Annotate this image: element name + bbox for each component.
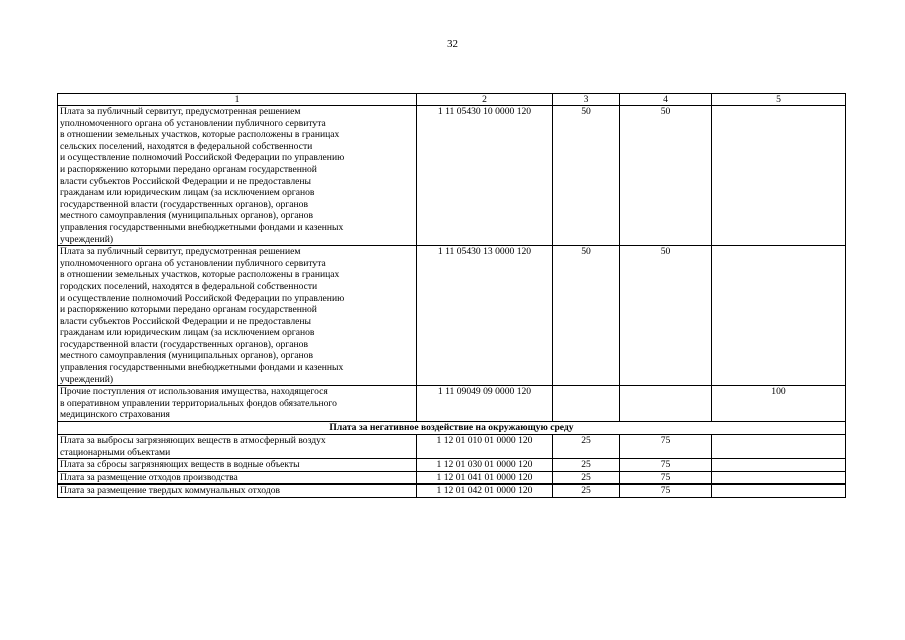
- description-line: в отношении земельных участков, которые расположены в границах: [60, 269, 340, 281]
- section-heading-row: [58, 422, 846, 435]
- budget-classification-code: 1 12 01 010 01 0000 120: [417, 435, 553, 459]
- table-row: [58, 471, 846, 484]
- description-line: стационарными объектами: [60, 446, 171, 458]
- value-col-4: 75: [620, 435, 712, 459]
- table-row: [58, 459, 846, 472]
- revenue-description: [58, 106, 417, 246]
- description-line: уполномоченного органа об установлении публичного сервитута: [60, 117, 326, 129]
- description-line: учреждений): [60, 233, 114, 245]
- value-col-4: [620, 386, 712, 422]
- value-col-3: 25: [553, 484, 620, 497]
- budget-classification-code: 1 11 05430 10 0000 120: [417, 106, 553, 246]
- value-col-5: [712, 435, 846, 459]
- description-line: власти субъектов Российской Федерации и не предоставлены: [60, 315, 311, 327]
- description-line: учреждений): [60, 373, 114, 385]
- header-col-3: 3: [553, 94, 620, 106]
- value-col-5: [712, 459, 846, 472]
- header-col-4: 4: [620, 94, 712, 106]
- value-col-4: 75: [620, 471, 712, 484]
- description-line: сельских поселений, находятся в федеральной собственности: [60, 140, 313, 152]
- revenue-description: [58, 459, 417, 472]
- description-line: в отношении земельных участков, которые расположены в границах: [60, 129, 340, 141]
- value-col-3: 25: [553, 471, 620, 484]
- table-row: [58, 106, 846, 246]
- description-line: медицинского страхования: [60, 409, 170, 421]
- header-col-5: 5: [712, 94, 846, 106]
- value-col-4: 50: [620, 246, 712, 386]
- description-line: Прочие поступления от использования имущества, находящегося: [60, 386, 328, 398]
- budget-classification-code: 1 11 05430 13 0000 120: [417, 246, 553, 386]
- description-line: управления государственными внебюджетными фондами и казенных: [60, 362, 344, 374]
- description-line: местного самоуправления (муниципальных органов), органов: [60, 350, 313, 362]
- description-line: городских поселений, находятся в федеральной собственности: [60, 280, 318, 292]
- value-col-3: 25: [553, 459, 620, 472]
- budget-classification-code: 1 11 09049 09 0000 120: [417, 386, 553, 422]
- value-col-4: 50: [620, 106, 712, 246]
- value-col-3: 25: [553, 435, 620, 459]
- description-line: государственной власти (государственных органов), органов: [60, 198, 308, 210]
- revenue-description: [58, 386, 417, 422]
- description-line: Плата за сбросы загрязняющих веществ в водные объекты: [60, 459, 300, 471]
- revenue-description: [58, 484, 417, 497]
- value-col-5: [712, 106, 846, 246]
- page-number: 32: [447, 38, 458, 50]
- revenue-description: [58, 471, 417, 484]
- value-col-3: 50: [553, 246, 620, 386]
- value-col-4: 75: [620, 459, 712, 472]
- table-row: [58, 484, 846, 497]
- revenue-description: [58, 435, 417, 459]
- description-line: и распоряжению которыми передано органам государственной: [60, 163, 317, 175]
- description-line: и распоряжению которыми передано органам государственной: [60, 304, 317, 316]
- description-line: власти субъектов Российской Федерации и не предоставлены: [60, 175, 311, 187]
- table-row: [58, 386, 846, 422]
- description-line: Плата за размещение отходов производства: [60, 471, 238, 483]
- description-line: Плата за размещение твердых коммунальных отходов: [60, 485, 281, 497]
- table-row: [58, 246, 846, 386]
- description-line: гражданам или юридическим лицам (за исключением органов: [60, 327, 315, 339]
- header-col-2: 2: [417, 94, 553, 106]
- header-col-1: 1: [58, 94, 417, 106]
- description-line: уполномоченного органа об установлении публичного сервитута: [60, 257, 326, 269]
- value-col-3: 50: [553, 106, 620, 246]
- budget-classification-code: 1 12 01 041 01 0000 120: [417, 471, 553, 484]
- revenue-description: [58, 246, 417, 386]
- table-header-row: [58, 94, 846, 106]
- description-line: государственной власти (государственных органов), органов: [60, 338, 308, 350]
- description-line: в оперативном управлении территориальных фондов обязательного: [60, 397, 337, 409]
- section-heading: Плата за негативное воздействие на окружающую среду: [58, 422, 846, 435]
- value-col-5: [712, 246, 846, 386]
- revenue-distribution-table: [57, 93, 846, 498]
- value-col-4: 75: [620, 484, 712, 497]
- description-line: Плата за публичный сервитут, предусмотренная решением: [60, 106, 301, 117]
- value-col-5: [712, 471, 846, 484]
- description-line: гражданам или юридическим лицам (за исключением органов: [60, 187, 315, 199]
- value-col-5: [712, 484, 846, 497]
- value-col-3: [553, 386, 620, 422]
- budget-classification-code: 1 12 01 042 01 0000 120: [417, 484, 553, 497]
- budget-classification-code: 1 12 01 030 01 0000 120: [417, 459, 553, 472]
- description-line: и осуществление полномочий Российской Федерации по управлению: [60, 292, 345, 304]
- description-line: Плата за выбросы загрязняющих веществ в атмосферный воздух: [60, 435, 326, 447]
- table-row: [58, 435, 846, 459]
- value-col-5: 100: [712, 386, 846, 422]
- description-line: местного самоуправления (муниципальных органов), органов: [60, 210, 313, 222]
- description-line: управления государственными внебюджетными фондами и казенных: [60, 221, 344, 233]
- description-line: и осуществление полномочий Российской Федерации по управлению: [60, 152, 345, 164]
- description-line: Плата за публичный сервитут, предусмотренная решением: [60, 246, 301, 258]
